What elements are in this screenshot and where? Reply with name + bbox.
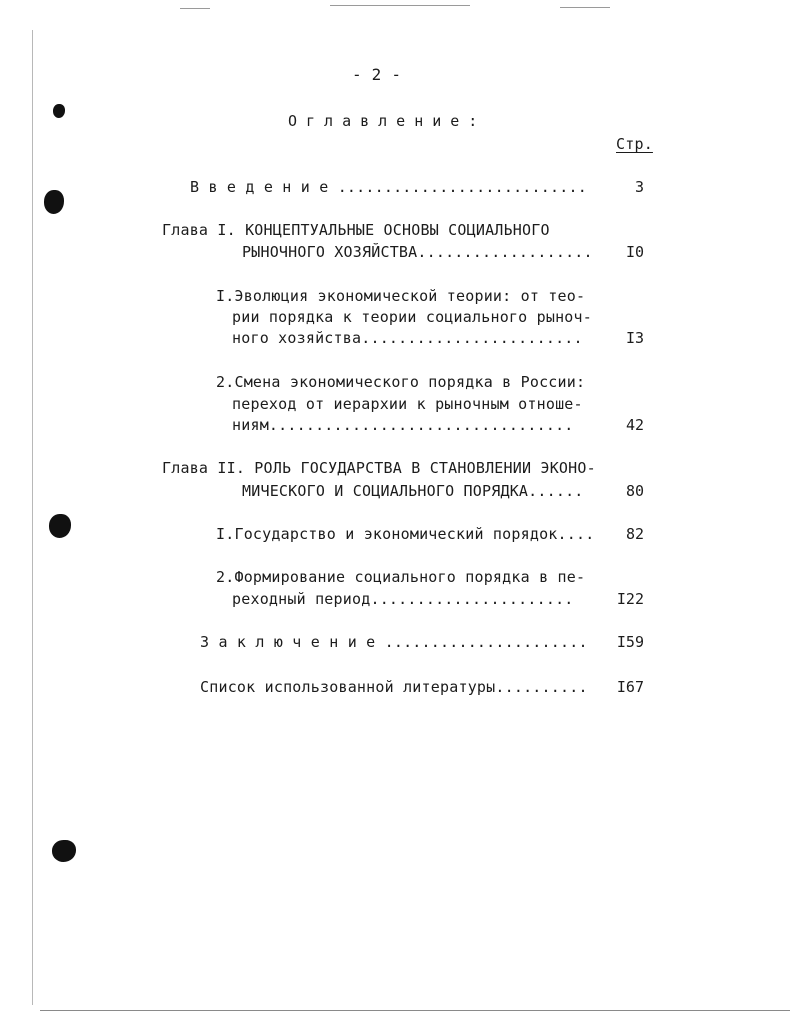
toc-entry-text: реходный период...................... [232, 590, 574, 608]
toc-entry-text: I.Эволюция экономической теории: от тео- [216, 287, 586, 305]
toc-entry-text: З а к л ю ч е н и е ...................... [200, 633, 588, 651]
scan-top-edge-2 [560, 7, 610, 8]
toc-entry-page: I0 [625, 243, 644, 261]
toc-entry-text: В в е д е н и е ........................... [190, 178, 587, 196]
toc-entry-page: I67 [616, 678, 644, 696]
toc-entry-page: 42 [625, 416, 644, 434]
toc-entry-text: Список использованной литературы.......... [200, 678, 588, 696]
toc-entry-text: Глава I. КОНЦЕПТУАЛЬНЫЕ ОСНОВЫ СОЦИАЛЬНОГО [162, 221, 550, 239]
toc-entry-text: ниям................................. [232, 416, 574, 434]
toc-entry-text: 2.Смена экономического порядка в России: [216, 373, 586, 391]
binding-hole-2 [44, 190, 64, 214]
toc-entry-page: 3 [634, 178, 644, 196]
toc-title: Оглавление: [288, 112, 487, 130]
toc-entry-page: 82 [625, 525, 644, 543]
scan-top-edge-3 [180, 8, 210, 9]
scan-bottom-edge [40, 1010, 790, 1011]
toc-entry-text: МИЧЕСКОГО И СОЦИАЛЬНОГО ПОРЯДКА...... [242, 482, 584, 500]
toc-entry-text: РЫНОЧНОГО ХОЗЯЙСТВА................... [242, 243, 593, 261]
scan-left-edge [32, 30, 33, 1005]
page-column-header: Стр. [616, 135, 653, 153]
binding-hole-1 [53, 104, 65, 118]
toc-entry-page: 80 [625, 482, 644, 500]
toc-entry-text: рии порядка к теории социального рыноч- [232, 308, 592, 326]
toc-entry-page: I59 [616, 633, 644, 651]
toc-entry-text: Глава II. РОЛЬ ГОСУДАРСТВА В СТАНОВЛЕНИИ ЭКОНО- [162, 459, 596, 477]
page-number: - 2 - [352, 65, 402, 84]
toc-entry-text: переход от иерархии к рыночным отноше- [232, 395, 583, 413]
toc-entry-text: I.Государство и экономический порядок.... [216, 525, 595, 543]
scan-top-edge [330, 5, 470, 6]
binding-hole-4 [52, 840, 76, 862]
toc-entry-page: I3 [625, 329, 644, 347]
toc-entry-page: I22 [616, 590, 644, 608]
toc-entry-text: 2.Формирование социального порядка в пе- [216, 568, 586, 586]
toc-entry-text: ного хозяйства........................ [232, 329, 583, 347]
binding-hole-3 [49, 514, 71, 538]
